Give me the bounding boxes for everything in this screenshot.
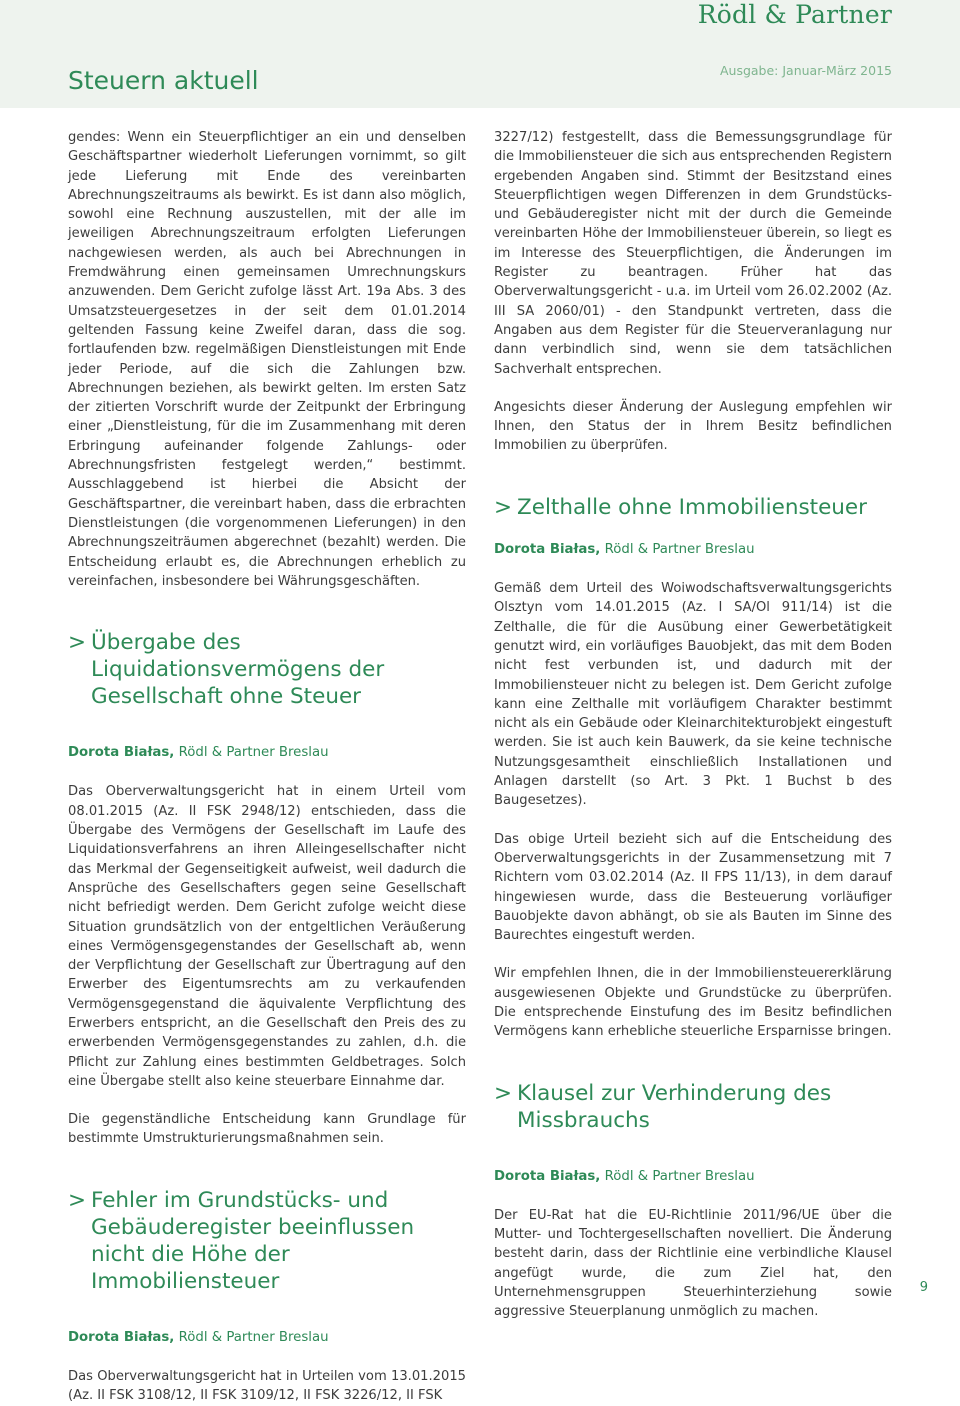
paragraph: 3227/12) festgestellt, dass die Bemessungsgrundlage für die Immobiliensteuer die sich aus entsprechenden Registern ergebenden Angaben sind. Stimmt der Besitzstand eines Steuerpflichtigen wegen Differenzen in dem Grundstücks- und Gebäuderegister nicht mit der durch die Gemeinde vereinbarten Höhe der Immobiliensteuer überein, so liegt es im Interesse des Steuerpflichtigen, die Änderungen im Register zu beantragen. Früher hat das Oberverwaltungsgericht - u.a. im Urteil vom 26.02.2002 (Az. III SA 2060/01) - den Standpunkt vertreten, dass die Angaben aus dem Register für die Steuerveranlagung nur dann verbindlich sind, wenn sie dem tatsächlichen Sachverhalt entsprechen. [494,130,892,377]
paragraph: Das Oberverwaltungsgericht hat in Urteilen vom 13.01.2015 (Az. II FSK 3108/12, II FSK 3109/12, II FSK 3226/12, II FSK [68,1369,466,1404]
paragraph: Gemäß dem Urteil des Woiwodschaftsverwaltungsgerichts Olsztyn vom 14.01.2015 (Az. I SA/Ol 911/14) ist die Zelthalle, die für die Ausübung einer Gewerbetätigkeit genutzt wird, ein vorläufiges Bauobjekt, das mit dem Boden nicht fest verbunden ist, und dadurch mit der Immobiliensteuer nicht zu belegen ist. Dem Gericht zufolge kann eine Zelthalle mit vorläufigem Charakter bestimmt nicht als ein Gebäude oder Kleinarchitekturobjekt eingestuft werden. Sie ist auch kein Bauwerk, da sie keine technische Nutzungsgesamtheit einschließlich Installationen und Anlagen darstellt (so Art. 3 Pkt. 1 Buchst b des Baugesetzes). [494,581,892,809]
left-column [68,128,466,1406]
author-org: Rödl & Partner Breslau [174,745,329,761]
section-title: Zelthalle ohne Immobiliensteuer [517,494,867,520]
author-line [68,743,466,762]
brand-logo: Rödl & Partner [697,0,892,29]
publication-title: Steuern aktuell [68,65,259,95]
section-heading [68,1187,466,1295]
author-name: Dorota Białas, [68,745,175,761]
author-line [68,1328,466,1347]
paragraph: gendes: Wenn ein Steuerpflichtiger an ein und denselben Geschäftspartner wiederholt Lieferungen vornimmt, so gilt jede Lieferung mit Ende des vereinbarten Abrechnungszeitraums als bewirkt. Es ist dann also möglich, sowohl eine Rechnung auszustellen, mit der alle im jeweiligen Abrechnungszeitraum erfolgten Lieferungen nachgewiesen werden, als auch bei Abrechnungen in Fremdwährung einen gemeinsamen Umrechnungskurs anzuwenden. Dem Gericht zufolge lässt Art. 19a Abs. 3 des Umsatzsteuergesetzes in der seit dem 01.01.2014 geltenden Fassung keine Zweifel daran, dass die sog. fortlaufenden bzw. regelmäßigen Dienstleistungen mit Ende jeder Periode, auf die sich die Zahlungen bzw. Abrechnungen beziehen, als bewirkt gelten. Im ersten Satz der zitierten Vorschrift wurde der Zeitpunkt der Erbringung einer „Dienstleistung, für die im Zusammenhang mit deren Erbringung aufeinander folgende Zahlungs- oder Abrechnungsfristen festgelegt werden,“ bestimmt. Ausschlaggebend ist hierbei die Absicht der Geschäftspartner, die vereinbart haben, dass die erbrachten Dienstleistungen (die vorgenommenen Lieferungen) in den Abrechnungszeiträumen abgerechnet (bezahlt) werden. Die Entscheidung erlaubt es, die Abrechnungen erheblich zu vereinfachen, insbesondere bei Währungsgeschäften. [68,130,466,589]
paragraph: Die gegenständliche Entscheidung kann Grundlage für bestimmte Umstrukturierungsmaßnahmen sein. [68,1112,466,1147]
paragraph: Das obige Urteil bezieht sich auf die Entscheidung des Oberverwaltungsgerichts in der Zusammensetzung mit 7 Richtern vom 03.02.2014 (Az. II FPS 11/13), in dem darauf hingewiesen wurde, dass die Besteuerung vorläufiger Bauobjekte davon abhängt, ob sie als Bauten im Sinne des Baurechtes eingestuft werden. [494,831,892,944]
author-name: Dorota Białas, [494,541,601,557]
author-org: Rödl & Partner Breslau [600,541,755,557]
section-heading [494,494,892,521]
author-line [494,1167,892,1186]
section-title: Klausel zur Verhinderung des Missbrauchs [517,1080,832,1133]
paragraph: Das Oberverwaltungsgericht hat in einem Urteil vom 08.01.2015 (Az. II FSK 2948/12) entschieden, dass die Übergabe des Vermögens der Gesellschaft im Laufe des Liquidationsverfahrens an ihren Alleingesellschafter nicht das Merkmal der Gegenseitigkeit aufweist, weil dadurch die Ansprüche des Gesellschafters gegen seine Gesellschaft nicht befriedigt werden. Dem Gericht zufolge weicht diese Situation grundsätzlich von der entgeltlichen Veräußerung eines Vermögensgegenstandes der Gesellschaft ab, wenn der Verpflichtung der Gesellschaft zur Übertragung auf den Erwerber des Eigentumsrechts am zu verkaufenden Vermögensgegenstand die äquivalente Verpflichtung des Erwerbers entspricht, an die Gesellschaft den Preis des zu erwerbenden Vermögensgegenstandes zu zahlen, d.h. die Pflicht zur Zahlung eines bestimmten Geldbetrages. Solch eine Übergabe stellt also keine steuerbare Einnahme dar. [68,784,466,1089]
section-heading [68,629,466,710]
paragraph: Der EU-Rat hat die EU-Richtlinie 2011/96/UE über die Mutter- und Tochtergesellschaften novelliert. Die Änderung besteht darin, dass der Richtlinie eine verbindliche Klausel angefügt wurde, die zum Ziel hat, den Unternehmensgruppen Steuerhinterziehung sowie aggressive Steuerplanung unmöglich zu machen. [494,1207,892,1320]
paragraph: Wir empfehlen Ihnen, die in der Immobiliensteuererklärung ausgewiesenen Objekte und Grundstücke zu überprüfen. Die entsprechende Einstufung des im Besitz befindlichen Vermögens kann erhebliche steuerliche Ersparnisse bringen. [494,966,892,1040]
right-column [494,128,892,1322]
section-marker: > [494,1080,513,1106]
author-line [494,540,892,559]
issue-label: Ausgabe: Januar-März 2015 [719,63,892,78]
section-title: Übergabe des Liquidationsvermögens der Gesellschaft ohne Steuer [91,630,385,710]
author-org: Rödl & Partner Breslau [600,1168,755,1184]
section-marker: > [68,1187,87,1213]
section-heading [494,1080,892,1134]
section-marker: > [68,630,87,656]
section-marker: > [494,494,513,520]
page-number: 9 [919,1280,928,1295]
author-name: Dorota Białas, [68,1329,175,1345]
section-title: Fehler im Grundstücks- und Gebäuderegister beeinflussen nicht die Höhe der Immobiliensteuer [91,1187,415,1294]
paragraph: Angesichts dieser Änderung der Auslegung empfehlen wir Ihnen, den Status der in Ihrem Besitz befindlichen Immobilien zu überprüfen. [494,399,892,454]
author-org: Rödl & Partner Breslau [174,1329,329,1345]
author-name: Dorota Białas, [494,1168,601,1184]
